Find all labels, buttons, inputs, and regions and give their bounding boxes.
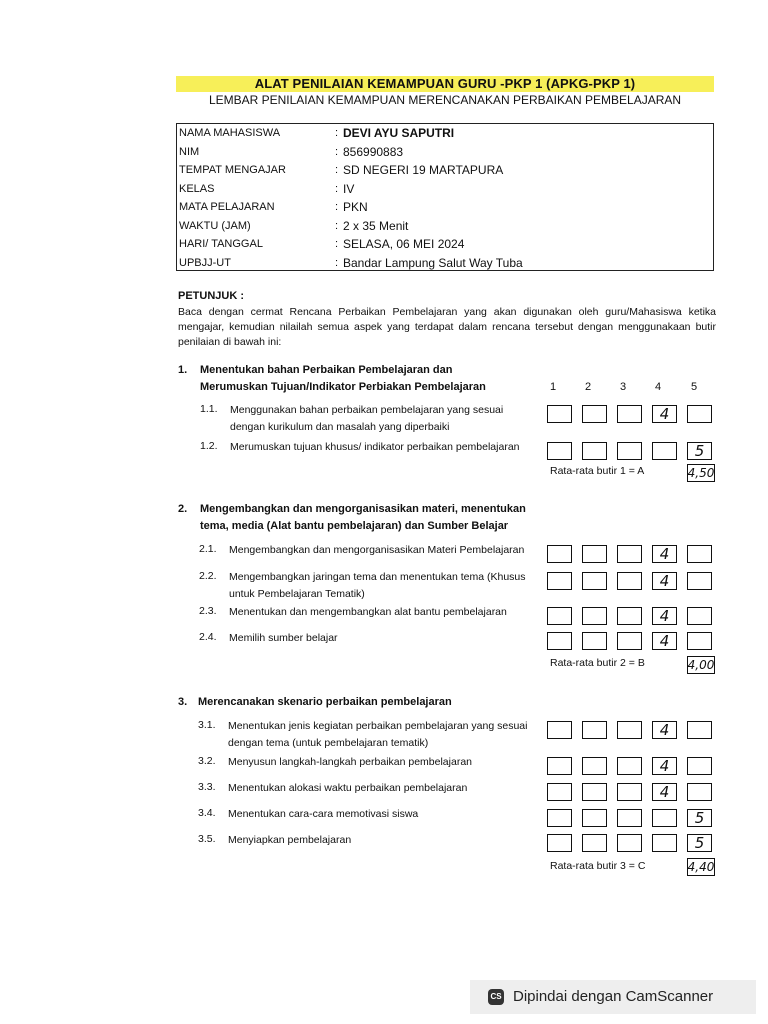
info-value: PKN xyxy=(343,200,368,214)
info-label: NIM xyxy=(179,145,200,158)
score-box xyxy=(617,632,642,650)
info-label: TEMPAT MENGAJAR xyxy=(179,164,286,176)
item-text: Menyiapkan pembelajaran xyxy=(228,834,352,846)
score-box xyxy=(547,834,572,852)
score-box xyxy=(687,405,712,423)
scale-number: 3 xyxy=(619,381,627,393)
item-number: 1.2. xyxy=(200,440,218,452)
info-colon: : xyxy=(335,164,339,176)
average-label: Rata-rata butir 2 = B xyxy=(550,657,645,669)
score-mark: 4 xyxy=(659,405,670,423)
section-title: Mengembangkan dan mengorganisasikan materi, menentukan tema, media (Alat bantu pembelajaran) dan Sumber Belajar xyxy=(200,503,526,532)
info-value: DEVI AYU SAPUTRI xyxy=(343,126,455,140)
info-label: MATA PELAJARAN xyxy=(179,201,275,213)
info-colon: : xyxy=(335,219,339,232)
score-box xyxy=(547,632,572,650)
item-number: 3.1. xyxy=(198,719,216,731)
scale-number: 2 xyxy=(584,381,592,393)
item-text: Menentukan alokasi waktu perbaikan pembelajaran xyxy=(228,782,468,794)
score-box xyxy=(617,545,642,563)
info-colon: : xyxy=(335,182,339,195)
section-title: Merencanakan skenario perbaikan pembelajaran xyxy=(198,696,452,708)
info-colon: : xyxy=(335,201,339,213)
score-mark: 4 xyxy=(659,783,670,801)
info-row xyxy=(177,235,713,253)
scale-number: 1 xyxy=(549,381,557,393)
score-box xyxy=(547,405,572,423)
item-text: Menentukan dan mengembangkan alat bantu pembelajaran xyxy=(229,606,507,618)
item-text: Merumuskan tujuan khusus/ indikator perbaikan pembelajaran xyxy=(230,441,520,453)
score-box xyxy=(582,809,607,827)
item-number: 3.5. xyxy=(198,833,216,845)
document-subtitle: LEMBAR PENILAIAN KEMAMPUAN MERENCANAKAN PERBAIKAN PEMBELAJARAN xyxy=(208,93,682,107)
info-colon: : xyxy=(335,127,339,139)
item-text: Memilih sumber belajar xyxy=(229,632,338,644)
score-box xyxy=(687,607,712,625)
item-text: Menggunakan bahan perbaikan pembelajaran yang sesuai dengan kurikulum dan masalah yang diperbaiki xyxy=(230,404,504,433)
instructions-heading: PETUNJUK : xyxy=(178,290,245,302)
scale-number: 4 xyxy=(654,381,662,393)
info-label: HARI/ TANGGAL xyxy=(179,238,263,250)
score-mark: 4 xyxy=(659,572,670,590)
score-box xyxy=(617,721,642,739)
score-box xyxy=(617,757,642,775)
score-box xyxy=(582,545,607,563)
score-box xyxy=(582,783,607,801)
score-box xyxy=(547,442,572,460)
average-value: 4,40 xyxy=(687,860,715,874)
item-number: 2.1. xyxy=(199,543,217,555)
item-number: 2.4. xyxy=(199,631,217,643)
score-box xyxy=(652,809,677,827)
score-box xyxy=(547,545,572,563)
info-value: 856990883 xyxy=(343,144,404,159)
average-value: 4,50 xyxy=(687,466,715,480)
info-label: KELAS xyxy=(179,182,215,195)
score-box xyxy=(582,632,607,650)
score-box xyxy=(547,721,572,739)
score-box xyxy=(617,834,642,852)
score-box xyxy=(652,834,677,852)
item-number: 2.3. xyxy=(199,605,217,617)
info-row xyxy=(177,143,713,161)
score-box xyxy=(547,757,572,775)
item-number: 3.2. xyxy=(198,755,216,767)
info-label: WAKTU (JAM) xyxy=(179,219,251,232)
item-text: Menentukan jenis kegiatan perbaikan pembelajaran yang sesuai dengan tema (untuk pembelajaran tematik) xyxy=(228,720,528,749)
score-box xyxy=(617,607,642,625)
score-box xyxy=(582,834,607,852)
section-number: 2. xyxy=(178,503,188,515)
info-value: 2 x 35 Menit xyxy=(343,218,409,233)
info-colon: : xyxy=(335,256,339,269)
item-number: 3.3. xyxy=(198,781,216,793)
section-number: 1. xyxy=(178,364,188,376)
info-colon: : xyxy=(335,145,339,158)
info-row xyxy=(177,124,713,142)
info-label: NAMA MAHASISWA xyxy=(179,127,281,139)
score-box xyxy=(687,572,712,590)
average-label: Rata-rata butir 3 = C xyxy=(550,860,646,872)
info-row xyxy=(177,217,713,235)
score-box xyxy=(687,757,712,775)
info-value: IV xyxy=(343,181,355,196)
score-box xyxy=(652,442,677,460)
score-box xyxy=(582,757,607,775)
score-box xyxy=(547,607,572,625)
score-mark: 4 xyxy=(659,721,670,739)
score-box xyxy=(617,809,642,827)
score-mark: 4 xyxy=(659,607,670,625)
scanner-watermark-text: Dipindai dengan CamScanner xyxy=(513,988,714,1005)
score-box xyxy=(582,405,607,423)
info-value: SELASA, 06 MEI 2024 xyxy=(343,237,465,251)
info-row xyxy=(177,180,713,198)
score-mark: 4 xyxy=(659,545,670,563)
info-row xyxy=(177,254,713,272)
item-text: Menentukan cara-cara memotivasi siswa xyxy=(228,808,419,820)
score-box xyxy=(617,405,642,423)
item-number: 2.2. xyxy=(199,570,217,582)
item-text: Menyusun langkah-langkah perbaikan pembelajaran xyxy=(228,756,472,768)
info-label: UPBJJ-UT xyxy=(179,256,231,269)
camscanner-logo-icon: CS xyxy=(488,989,504,1005)
instructions-text: Baca dengan cermat Rencana Perbaikan Pembelajaran yang akan digunakan oleh guru/Mahasiswa ketika mengajar, kemudian nilailah semua aspek yang terdapat dalam rencana tersebut dengan menggunakaan butir penilaian di bawah ini: xyxy=(178,306,716,348)
identity-table xyxy=(176,123,714,271)
score-mark: 4 xyxy=(659,632,670,650)
item-number: 1.1. xyxy=(200,403,218,415)
score-mark: 5 xyxy=(694,809,705,827)
score-box xyxy=(547,809,572,827)
info-row xyxy=(177,161,713,179)
score-box xyxy=(687,545,712,563)
score-mark: 4 xyxy=(659,757,670,775)
document-title: ALAT PENILAIAN KEMAMPUAN GURU -PKP 1 (APKG-PKP 1) xyxy=(254,76,636,91)
score-box xyxy=(617,442,642,460)
score-mark: 5 xyxy=(694,442,705,460)
info-row xyxy=(177,198,713,216)
score-box xyxy=(582,442,607,460)
score-box xyxy=(687,632,712,650)
score-box xyxy=(582,721,607,739)
score-box xyxy=(687,783,712,801)
info-colon: : xyxy=(335,238,339,250)
average-label: Rata-rata butir 1 = A xyxy=(550,465,645,477)
average-value: 4,00 xyxy=(687,658,715,672)
score-box xyxy=(547,572,572,590)
score-box xyxy=(617,572,642,590)
score-mark: 5 xyxy=(694,834,705,852)
item-text: Mengembangkan jaringan tema dan menentukan tema (Khusus untuk Pembelajaran Tematik) xyxy=(229,571,526,600)
info-value: SD NEGERI 19 MARTAPURA xyxy=(343,163,504,177)
section-number: 3. xyxy=(178,696,188,708)
score-box xyxy=(582,572,607,590)
score-box xyxy=(582,607,607,625)
score-box xyxy=(617,783,642,801)
scale-number: 5 xyxy=(690,381,698,393)
item-text: Mengembangkan dan mengorganisasikan Materi Pembelajaran xyxy=(229,544,525,556)
section-title: Menentukan bahan Perbaikan Pembelajaran dan Merumuskan Tujuan/Indikator Perbiakan Pembelajaran xyxy=(200,364,486,393)
score-box xyxy=(547,783,572,801)
info-value: Bandar Lampung Salut Way Tuba xyxy=(343,255,523,270)
item-number: 3.4. xyxy=(198,807,216,819)
score-box xyxy=(687,721,712,739)
